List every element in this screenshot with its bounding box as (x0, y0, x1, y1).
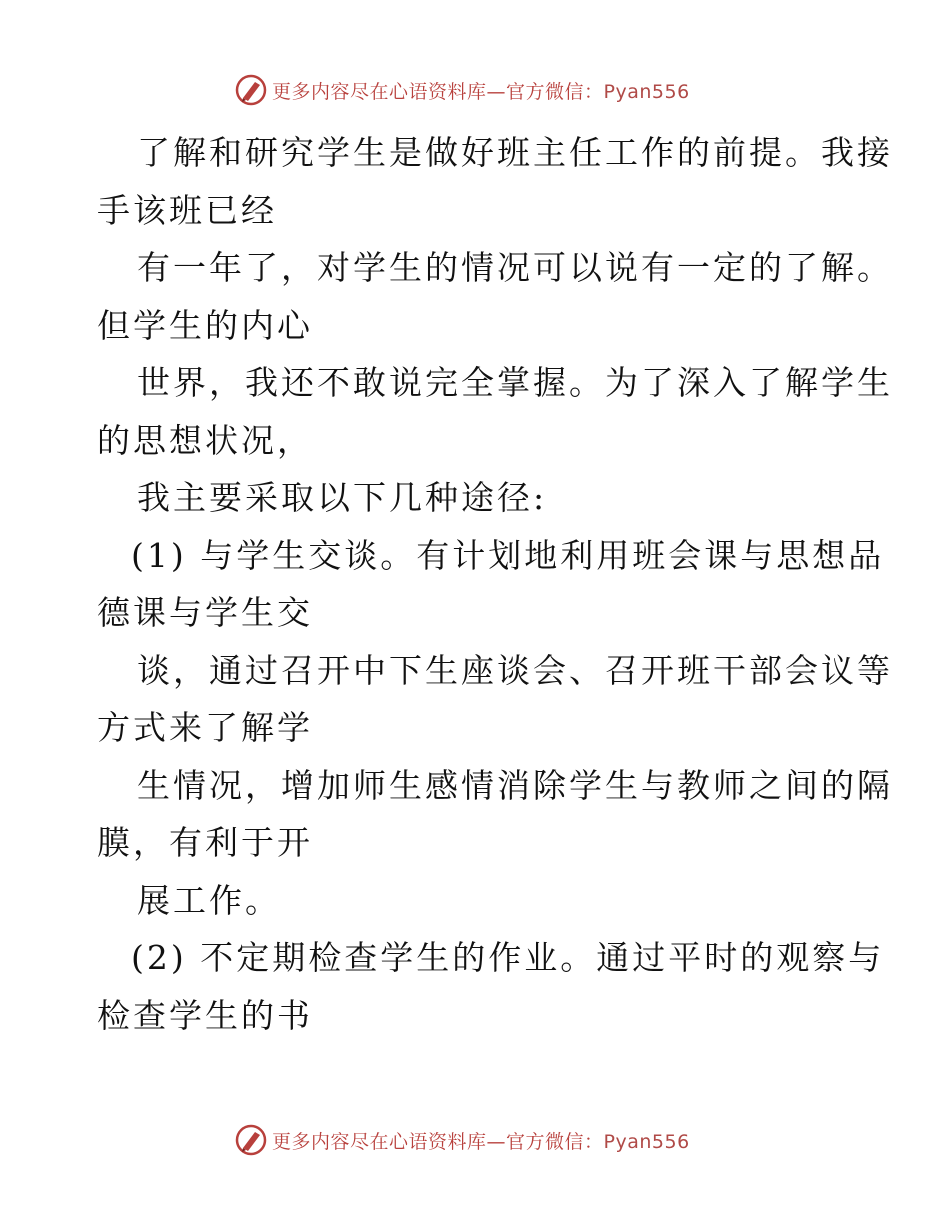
text-line: (1) 与学生交谈。有计划地利用班会课与思想品 (131, 535, 885, 575)
text-line: 生情况，增加师生感情消除学生与教师之间的隔 (137, 765, 893, 805)
text-line: 方式来了解学 (97, 708, 313, 747)
pen-logo-icon (234, 1123, 268, 1157)
footer-watermark (234, 1122, 690, 1158)
text-line: 德课与学生交 (97, 593, 313, 632)
text-line: 了解和研究学生是做好班主任工作的前提。我接 (137, 133, 893, 172)
text-line: (2) 不定期检查学生的作业。通过平时的观察与 (131, 938, 885, 977)
text-line: 膜，有利于开 (97, 823, 313, 862)
text-line: 谈，通过召开中下生座谈会、召开班干部会议等 (137, 650, 893, 690)
text-line: 有一年了，对学生的情况可以说有一定的了解。 (137, 248, 893, 287)
text-line: 展工作。 (137, 880, 281, 920)
text-line: 检查学生的书 (97, 995, 313, 1035)
text-line: 但学生的内心 (97, 305, 313, 345)
text-line: 世界，我还不敢说完全掌握。为了深入了解学生 (137, 363, 893, 402)
pen-logo-icon (234, 73, 268, 107)
document-body (97, 124, 893, 1044)
header-watermark (234, 72, 690, 108)
watermark-text: 更多内容尽在心语资料库—官方微信：Pyan556 (272, 80, 690, 103)
text-line: 的思想状况， (97, 420, 313, 460)
watermark-text: 更多内容尽在心语资料库—官方微信：Pyan556 (272, 1130, 690, 1153)
text-line: 手该班已经 (97, 190, 277, 230)
text-line: 我主要采取以下几种途径: (137, 478, 548, 517)
